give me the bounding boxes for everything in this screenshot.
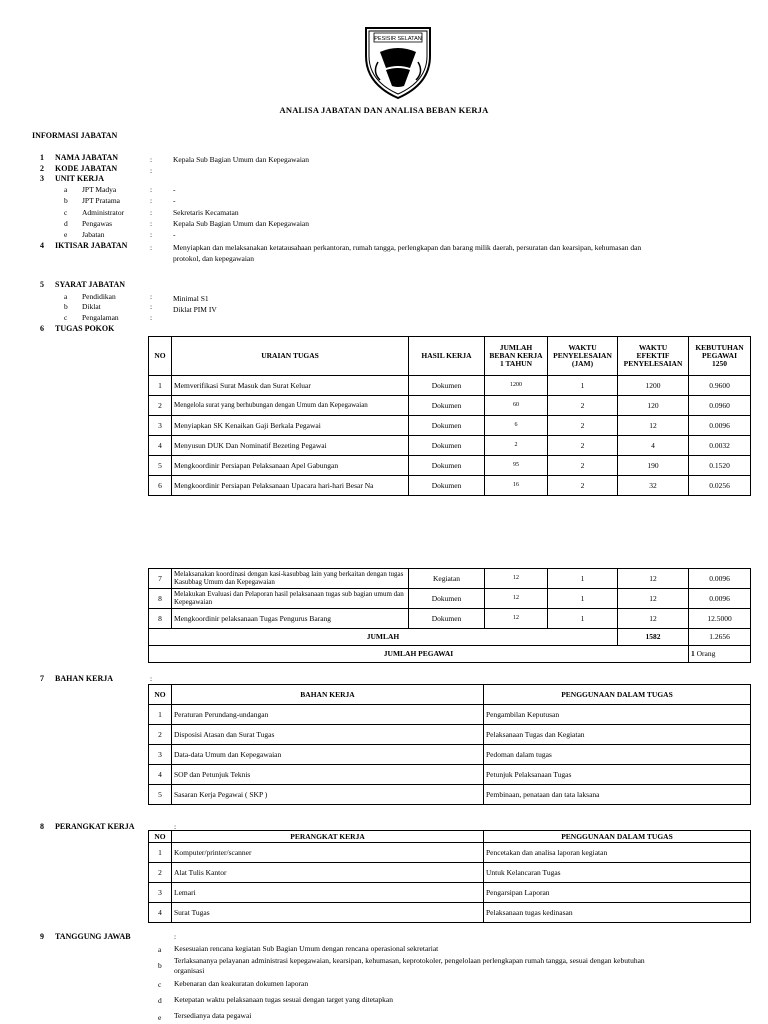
unit-e-letter: e [64, 230, 68, 239]
table-row [149, 705, 751, 725]
cell-no: 7 [149, 569, 172, 589]
tanggung-e-text: Tersedianya data pegawai [174, 1011, 252, 1020]
th-hasil: HASIL KERJA [409, 337, 485, 376]
cell-perangkat: Komputer/printer/scanner [172, 843, 484, 863]
tanggung-b-text2: organisasi [174, 966, 205, 975]
info-section-label: INFORMASI JABATAN [32, 131, 118, 140]
table-row [149, 765, 751, 785]
cell-no: 4 [149, 436, 172, 456]
cell-jumlah: 6 [485, 416, 548, 436]
cell-efektif: 12 [618, 569, 689, 589]
cell-perangkat: Alat Tulis Kantor [172, 863, 484, 883]
unit-d-label: Pengawas [82, 219, 112, 228]
cell-uraian: Menyusun DUK Dan Nominatif Bezeting Pegawai [172, 436, 409, 456]
tanggung-a-text: Kesesuaian rencana kegiatan Sub Bagian Umum dengan rencana operasional sekretariat [174, 944, 439, 953]
jumlah-kebutuhan: 1.2656 [689, 629, 751, 646]
cell-no: 3 [149, 745, 172, 765]
cell-jumlah: 1200 [485, 376, 548, 396]
table-row [149, 903, 751, 923]
cell-waktu: 1 [548, 589, 618, 609]
field-8-no: 8 [40, 822, 44, 831]
perangkat-header-row [149, 831, 751, 843]
unit-b-label: JPT Pratama [82, 196, 120, 205]
cell-hasil: Dokumen [409, 396, 485, 416]
field-2-no: 2 [40, 164, 44, 173]
colon: : [150, 219, 153, 228]
jumlah-row [149, 629, 751, 646]
th-uraian: URAIAN TUGAS [172, 337, 409, 376]
tanggung-c-text: Kebenaran dan keakuratan dokumen laporan [174, 979, 309, 988]
bahan-table [148, 684, 751, 805]
cell-jumlah: 2 [485, 436, 548, 456]
cell-uraian: Mengkoordinir pelaksanaan Tugas Pengurus Barang [172, 609, 409, 629]
cell-efektif: 32 [618, 476, 689, 496]
syarat-a-value: Minimal S1 [173, 294, 209, 303]
cell-uraian: Menyiapkan SK Kenaikan Gaji Berkala Pegawai [172, 416, 409, 436]
th-perangkat: PERANGKAT KERJA [172, 831, 484, 843]
field-1-no: 1 [40, 153, 44, 162]
perangkat-table [148, 830, 751, 923]
th-waktu: WAKTU PENYELESAIAN (JAM) [548, 337, 618, 376]
cell-jumlah: 12 [485, 609, 548, 629]
cell-jumlah: 95 [485, 456, 548, 476]
table-row [149, 396, 751, 416]
syarat-c-letter: c [64, 313, 68, 322]
cell-perangkat: Lemari [172, 883, 484, 903]
emblem-logo [358, 22, 438, 102]
unit-c-label: Administrator [82, 208, 125, 217]
cell-guna: Pelaksanaan tugas kedinasan [484, 903, 751, 923]
field-3-no: 3 [40, 174, 44, 183]
cell-jumlah: 12 [485, 569, 548, 589]
logo-text: PESISIR SELATAN [374, 36, 422, 42]
cell-kebutuhan: 0.1520 [689, 456, 751, 476]
table-row [149, 863, 751, 883]
colon: : [150, 292, 153, 301]
cell-bahan: SOP dan Petunjuk Teknis [172, 765, 484, 785]
unit-b-letter: b [64, 196, 68, 205]
document-title: ANALISA JABATAN DAN ANALISA BEBAN KERJA [279, 105, 489, 115]
colon: : [150, 196, 153, 205]
cell-guna: Pencetakan dan analisa laporan kegiatan [484, 843, 751, 863]
unit-a-label: JPT Madya [82, 185, 117, 194]
field-9-label: TANGGUNG JAWAB [55, 932, 131, 941]
field-4-no: 4 [40, 241, 44, 250]
cell-waktu: 2 [548, 436, 618, 456]
cell-waktu: 2 [548, 476, 618, 496]
table-row [149, 883, 751, 903]
field-3-label: UNIT KERJA [55, 174, 104, 183]
cell-bahan: Sasaran Kerja Pegawai ( SKP ) [172, 785, 484, 805]
field-7-no: 7 [40, 674, 44, 683]
jumlah-label: JUMLAH [149, 629, 618, 646]
table-row [149, 436, 751, 456]
cell-waktu: 1 [548, 569, 618, 589]
cell-guna: Pengambilan Keputusan [484, 705, 751, 725]
cell-waktu: 1 [548, 609, 618, 629]
field-4-label: IKTISAR JABATAN [55, 241, 128, 250]
jumlah-pegawai-unit: Orang [696, 649, 716, 659]
cell-efektif: 190 [618, 456, 689, 476]
cell-no: 1 [149, 705, 172, 725]
jumlah-pegawai-value: 1 [691, 649, 695, 659]
cell-hasil: Dokumen [409, 476, 485, 496]
cell-efektif: 120 [618, 396, 689, 416]
cell-efektif: 12 [618, 609, 689, 629]
cell-bahan: Peraturan Perundang-undangan [172, 705, 484, 725]
cell-uraian: Melakukan Evaluasi dan Pelaporan hasil pelaksanaan tugas sub bagian umum dan Kepegawaian [172, 589, 409, 609]
colon: : [150, 155, 153, 164]
unit-a-letter: a [64, 185, 68, 194]
tanggung-b-letter: b [158, 961, 162, 970]
th-no: NO [149, 337, 172, 376]
th-guna: PENGGUNAAN DALAM TUGAS [484, 831, 751, 843]
cell-hasil: Dokumen [409, 589, 485, 609]
field-5-no: 5 [40, 280, 44, 289]
cell-uraian: Memverifikasi Surat Masuk dan Surat Keluar [172, 376, 409, 396]
unit-e-value: - [173, 230, 176, 239]
cell-guna: Pedoman dalam tugas [484, 745, 751, 765]
table-row [149, 416, 751, 436]
syarat-b-value: Diklat PIM IV [173, 305, 217, 314]
cell-jumlah: 16 [485, 476, 548, 496]
cell-kebutuhan: 0.0960 [689, 396, 751, 416]
cell-kebutuhan: 0.0096 [689, 416, 751, 436]
cell-no: 2 [149, 396, 172, 416]
cell-no: 5 [149, 456, 172, 476]
jumlah-pegawai-label: JUMLAH PEGAWAI [149, 646, 689, 663]
syarat-a-letter: a [64, 292, 68, 301]
cell-no: 6 [149, 476, 172, 496]
unit-a-value: - [173, 185, 176, 194]
cell-jumlah: 12 [485, 589, 548, 609]
colon: : [150, 185, 153, 194]
th-bahan: BAHAN KERJA [172, 685, 484, 705]
unit-d-letter: d [64, 219, 68, 228]
field-1-value: Kepala Sub Bagian Umum dan Kepegawaian [173, 155, 309, 164]
cell-guna: Pembinaan, penataan dan tata laksana [484, 785, 751, 805]
syarat-a-label: Pendidikan [82, 292, 116, 301]
cell-efektif: 12 [618, 589, 689, 609]
cell-waktu: 2 [548, 456, 618, 476]
table-row [149, 609, 751, 629]
cell-kebutuhan: 0.0032 [689, 436, 751, 456]
tanggung-c-letter: c [158, 980, 162, 989]
cell-waktu: 2 [548, 396, 618, 416]
tugas-table-1 [148, 336, 751, 496]
syarat-b-letter: b [64, 302, 68, 311]
table-row [149, 725, 751, 745]
colon: : [150, 243, 153, 252]
cell-no: 4 [149, 765, 172, 785]
cell-uraian: Mengkoordinir Persiapan Pelaksanaan Upacara hari-hari Besar Na [172, 476, 409, 496]
colon: : [150, 208, 153, 217]
cell-kebutuhan: 0.9600 [689, 376, 751, 396]
cell-efektif: 12 [618, 416, 689, 436]
th-kebutuhan: KEBUTUHAN PEGAWAI 1250 [689, 337, 751, 376]
jumlah-pegawai-cell [689, 646, 751, 663]
cell-hasil: Dokumen [409, 609, 485, 629]
table-row [149, 569, 751, 589]
cell-no: 1 [149, 376, 172, 396]
unit-c-value: Sekretaris Kecamatan [173, 208, 239, 217]
cell-waktu: 1 [548, 376, 618, 396]
cell-uraian: Mengelola surat yang berhubungan dengan Umum dan Kepegawaian [172, 396, 409, 416]
cell-kebutuhan: 12.5000 [689, 609, 751, 629]
cell-no: 5 [149, 785, 172, 805]
colon: : [150, 674, 153, 683]
cell-efektif: 4 [618, 436, 689, 456]
cell-perangkat: Surat Tugas [172, 903, 484, 923]
colon: : [174, 822, 177, 831]
cell-uraian: Melaksanakan koordinasi dengan kasi-kasubbag lain yang berkaitan dengan tugas Kasubbag Umum dan Kepegawaian [172, 569, 409, 589]
th-efektif: WAKTU EFEKTIF PENYELESAIAN [618, 337, 689, 376]
field-8-label: PERANGKAT KERJA [55, 822, 135, 831]
colon: : [150, 302, 153, 311]
table-row [149, 785, 751, 805]
field-4-value-line2: protokol, dan kepegawaian [173, 254, 255, 263]
tugas-header-row [149, 337, 751, 376]
syarat-c-label: Pengalaman [82, 313, 119, 322]
cell-no: 3 [149, 883, 172, 903]
cell-hasil: Dokumen [409, 456, 485, 476]
cell-bahan: Disposisi Atasan dan Surat Tugas [172, 725, 484, 745]
bahan-header-row [149, 685, 751, 705]
table-row [149, 456, 751, 476]
jumlah-efektif: 1582 [618, 629, 689, 646]
cell-efektif: 1200 [618, 376, 689, 396]
cell-bahan: Data-data Umum dan Kepegawaian [172, 745, 484, 765]
syarat-b-label: Diklat [82, 302, 101, 311]
cell-jumlah: 60 [485, 396, 548, 416]
unit-c-letter: c [64, 208, 68, 217]
th-jumlah: JUMLAH BEBAN KERJA 1 TAHUN [485, 337, 548, 376]
cell-hasil: Kegiatan [409, 569, 485, 589]
table-row [149, 476, 751, 496]
cell-guna: Pengarsipan Laporan [484, 883, 751, 903]
cell-guna: Untuk Kelancaran Tugas [484, 863, 751, 883]
colon: : [150, 230, 153, 239]
cell-guna: Pelaksanaan Tugas dan Kegiatan [484, 725, 751, 745]
cell-kebutuhan: 0.0096 [689, 569, 751, 589]
cell-kebutuhan: 0.0256 [689, 476, 751, 496]
jumlah-pegawai-row [149, 646, 751, 663]
cell-no: 4 [149, 903, 172, 923]
unit-e-label: Jabatan [82, 230, 105, 239]
field-9-no: 9 [40, 932, 44, 941]
unit-b-value: - [173, 196, 176, 205]
field-6-label: TUGAS POKOK [55, 324, 115, 333]
table-row [149, 589, 751, 609]
field-7-label: BAHAN KERJA [55, 674, 114, 683]
colon: : [150, 313, 153, 322]
unit-d-value: Kepala Sub Bagian Umum dan Kepegawaian [173, 219, 309, 228]
field-5-label: SYARAT JABATAN [55, 280, 126, 289]
th-no: NO [149, 685, 172, 705]
cell-no: 2 [149, 725, 172, 745]
tanggung-b-text1: Terlaksananya pelayanan administrasi kepegawaian, kearsipan, kehumasan, keprotokoler, pengelolaan perlengkapan rumah tangga, sesuai dengan kebutuhan [174, 956, 645, 965]
cell-no: 8 [149, 609, 172, 629]
tanggung-d-letter: d [158, 996, 162, 1005]
cell-hasil: Dokumen [409, 416, 485, 436]
cell-no: 2 [149, 863, 172, 883]
th-guna: PENGGUNAAN DALAM TUGAS [484, 685, 751, 705]
colon: : [174, 932, 177, 941]
tanggung-d-text: Ketepatan waktu pelaksanaan tugas sesuai dengan target yang ditetapkan [174, 995, 393, 1004]
th-no: NO [149, 831, 172, 843]
field-6-no: 6 [40, 324, 44, 333]
tanggung-a-letter: a [158, 945, 162, 954]
cell-no: 8 [149, 589, 172, 609]
cell-no: 1 [149, 843, 172, 863]
cell-hasil: Dokumen [409, 376, 485, 396]
cell-no: 3 [149, 416, 172, 436]
colon: : [150, 166, 153, 175]
tugas-table-2 [148, 568, 751, 663]
cell-hasil: Dokumen [409, 436, 485, 456]
cell-guna: Petunjuk Pelaksanaan Tugas [484, 765, 751, 785]
cell-uraian: Mengkoordinir Persiapan Pelaksanaan Apel Gabungan [172, 456, 409, 476]
table-row [149, 376, 751, 396]
field-2-label: KODE JABATAN [55, 164, 118, 173]
cell-waktu: 2 [548, 416, 618, 436]
table-row [149, 745, 751, 765]
table-row [149, 843, 751, 863]
field-1-label: NAMA JABATAN [55, 153, 119, 162]
field-4-value-line1: Menyiapkan dan melaksanakan ketatausahaan perkantoran, rumah tangga, perlengkapan dan barang milik daerah, persuratan dan kearsipan, kehumasan dan [173, 243, 642, 252]
cell-kebutuhan: 0.0096 [689, 589, 751, 609]
tanggung-e-letter: e [158, 1013, 162, 1022]
